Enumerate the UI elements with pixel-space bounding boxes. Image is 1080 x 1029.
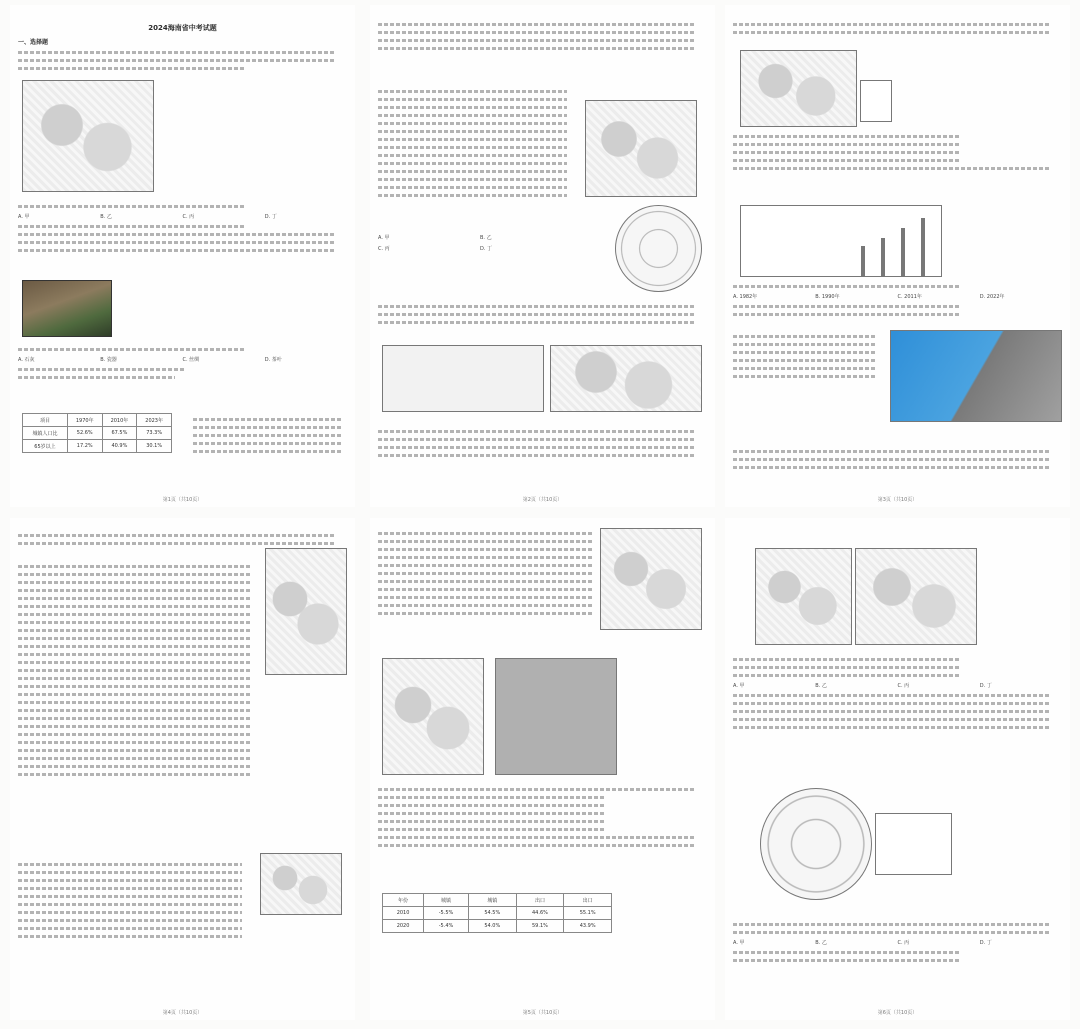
exam-title: 2024海南省中考试题 xyxy=(148,24,217,32)
text-line xyxy=(18,709,252,712)
japan-map-figure xyxy=(382,658,484,775)
text-line xyxy=(378,130,567,133)
answer-options xyxy=(733,293,1062,300)
page-footer: 第4页（共10页） xyxy=(162,1010,203,1016)
page-footer: 第1页（共10页） xyxy=(162,497,203,503)
text-line xyxy=(733,466,1050,469)
text-line xyxy=(733,143,960,146)
option: B. 乙 xyxy=(100,214,112,220)
delta-map-figure-left xyxy=(755,548,852,645)
text-line xyxy=(378,90,567,93)
text-line xyxy=(378,604,592,607)
text-line xyxy=(378,106,567,109)
option: A. 甲 xyxy=(18,214,30,220)
region-map-figure xyxy=(550,345,702,412)
text-line xyxy=(18,597,252,600)
chart-bar xyxy=(861,246,865,276)
option: B. 1990年 xyxy=(815,294,840,300)
text-line xyxy=(733,674,960,677)
text-line xyxy=(18,741,252,744)
option: D. 丁 xyxy=(979,940,992,946)
option: A. 甲 xyxy=(378,235,390,241)
text-line xyxy=(193,450,342,453)
contour-map-figure xyxy=(740,50,857,127)
text-line xyxy=(733,718,1050,721)
text-line xyxy=(18,621,252,624)
text-line xyxy=(378,170,567,173)
text-line xyxy=(378,31,695,34)
text-line xyxy=(18,717,252,720)
text-line xyxy=(733,702,1050,705)
option: C. 丙 xyxy=(378,246,390,252)
option: C. 丙 xyxy=(897,940,910,946)
text-line xyxy=(378,114,567,117)
answer-options xyxy=(18,213,347,220)
wooden-house-photo xyxy=(22,280,112,337)
answer-options xyxy=(18,356,347,363)
section-heading: 一、选择题 xyxy=(18,39,49,46)
population-growth-chart xyxy=(740,205,942,277)
text-line xyxy=(378,572,592,575)
text-line xyxy=(733,335,877,338)
energy-diagram-figure xyxy=(382,345,544,412)
option: D. 丁 xyxy=(979,683,992,689)
text-line xyxy=(18,669,252,672)
text-line xyxy=(18,645,252,648)
text-line xyxy=(18,871,242,874)
text-line xyxy=(733,359,877,362)
text-line xyxy=(378,454,695,457)
text-line xyxy=(378,532,592,535)
text-line xyxy=(733,658,960,661)
text-line xyxy=(733,31,1050,34)
text-line xyxy=(18,376,175,379)
exam-page-4 xyxy=(10,518,355,1020)
text-line xyxy=(733,305,960,308)
option: D. 丁 xyxy=(480,246,493,252)
text-line xyxy=(378,186,567,189)
text-line xyxy=(18,701,252,704)
text-line xyxy=(733,159,960,162)
answer-options xyxy=(733,682,1062,689)
text-line xyxy=(18,51,335,54)
text-line xyxy=(18,589,252,592)
exam-page-6 xyxy=(725,518,1070,1020)
text-line xyxy=(378,612,592,615)
text-line xyxy=(378,788,695,791)
text-line xyxy=(733,923,1050,926)
page-footer: 第2页（共10页） xyxy=(522,497,563,503)
delta-map-figure-right xyxy=(855,548,977,645)
text-line xyxy=(733,135,960,138)
option: A. 1982年 xyxy=(733,294,758,300)
text-line xyxy=(18,661,252,664)
option: A. 甲 xyxy=(733,940,745,946)
option: C. 丝绸 xyxy=(182,357,200,363)
text-line xyxy=(18,565,252,568)
text-line xyxy=(18,911,242,914)
text-line xyxy=(18,773,252,776)
option: D. 2022年 xyxy=(979,294,1005,300)
text-line xyxy=(733,23,1050,26)
text-line xyxy=(733,313,960,316)
text-line xyxy=(193,442,342,445)
text-line xyxy=(733,375,877,378)
text-line xyxy=(378,556,592,559)
option: B. 乙 xyxy=(815,683,827,689)
text-line xyxy=(18,919,242,922)
text-line xyxy=(18,903,242,906)
text-line xyxy=(18,887,242,890)
text-line xyxy=(378,796,605,799)
text-line xyxy=(193,426,342,429)
text-line xyxy=(378,162,567,165)
south-america-map-figure xyxy=(495,658,617,775)
river-map-figure xyxy=(600,528,702,630)
text-line xyxy=(18,225,245,228)
population-table: 项目 1970年 2010年 2023年 城镇人口比 52.6% 67.5% 73.3% 65岁以上 17.2% 40.9% 30.1% xyxy=(22,413,172,453)
text-line xyxy=(18,749,252,752)
text-line xyxy=(378,596,592,599)
text-line xyxy=(378,321,695,324)
exam-page-2 xyxy=(370,5,715,507)
answer-options xyxy=(733,939,1062,946)
text-line xyxy=(378,564,592,567)
text-line xyxy=(18,637,252,640)
text-line xyxy=(378,194,567,197)
text-line xyxy=(378,588,592,591)
text-line xyxy=(378,178,567,181)
text-line xyxy=(378,548,592,551)
text-line xyxy=(18,757,252,760)
text-line xyxy=(378,39,695,42)
text-line xyxy=(18,863,242,866)
text-line xyxy=(18,542,335,545)
text-line xyxy=(378,820,605,823)
answer-options xyxy=(378,234,582,241)
text-line xyxy=(733,666,960,669)
text-line xyxy=(378,540,592,543)
text-line xyxy=(733,167,1050,170)
option: D. 茶叶 xyxy=(264,357,282,363)
option: D. 丁 xyxy=(264,214,277,220)
option: C. 丙 xyxy=(182,214,195,220)
chart-bar xyxy=(881,238,885,276)
exam-page-1 xyxy=(10,5,355,507)
text-line xyxy=(18,205,245,208)
chart-bar xyxy=(901,228,905,276)
text-line xyxy=(733,959,960,962)
text-line xyxy=(18,534,335,537)
text-line xyxy=(378,154,567,157)
text-line xyxy=(18,895,242,898)
text-line xyxy=(378,313,695,316)
text-line xyxy=(18,733,252,736)
answer-options xyxy=(378,245,582,252)
polar-latitude-figure xyxy=(760,788,872,900)
text-line xyxy=(18,241,335,244)
text-line xyxy=(378,138,567,141)
text-line xyxy=(18,249,335,252)
text-line xyxy=(193,418,342,421)
world-region-map-figure xyxy=(890,330,1062,422)
text-line xyxy=(733,151,960,154)
text-line xyxy=(18,677,252,680)
bay-map-figure xyxy=(260,853,342,915)
text-line xyxy=(733,343,877,346)
text-line xyxy=(18,693,252,696)
option: C. 丙 xyxy=(897,683,910,689)
text-line xyxy=(378,804,605,807)
text-line xyxy=(378,438,695,441)
asia-map-figure xyxy=(22,80,154,192)
text-line xyxy=(378,146,567,149)
text-line xyxy=(733,458,1050,461)
option: B. 乙 xyxy=(815,940,827,946)
option: A. 甲 xyxy=(733,683,745,689)
exam-page-3 xyxy=(725,5,1070,507)
exam-page-5 xyxy=(370,518,715,1020)
chart-bar xyxy=(921,218,925,276)
text-line xyxy=(378,98,567,101)
text-line xyxy=(733,710,1050,713)
text-line xyxy=(18,935,242,938)
text-line xyxy=(378,305,695,308)
page-footer: 第3页（共10页） xyxy=(877,497,918,503)
map-legend xyxy=(860,80,892,122)
text-line xyxy=(18,67,245,70)
option: C. 2011年 xyxy=(897,294,922,300)
text-line xyxy=(18,233,335,236)
annotation-box xyxy=(875,813,952,875)
option: B. 乙 xyxy=(480,235,492,241)
text-line xyxy=(378,446,695,449)
text-line xyxy=(733,351,877,354)
trade-statistics-table: 年份 城镇 城镇 出口 出口 2010 -5.5% 54.5% 44.6% 55.1% 2020 -5.4% 54.0% 59.1% 43.9% xyxy=(382,893,612,933)
text-line xyxy=(18,573,252,576)
text-line xyxy=(18,927,242,930)
text-line xyxy=(378,580,592,583)
china-map-figure xyxy=(585,100,697,197)
polar-projection-figure xyxy=(615,205,702,292)
text-line xyxy=(18,765,252,768)
text-line xyxy=(18,685,252,688)
text-line xyxy=(378,836,695,839)
text-line xyxy=(378,812,605,815)
text-line xyxy=(378,430,695,433)
text-line xyxy=(733,367,877,370)
text-line xyxy=(18,613,252,616)
text-line xyxy=(18,629,252,632)
text-line xyxy=(733,285,960,288)
text-line xyxy=(18,725,252,728)
text-line xyxy=(378,23,695,26)
option: A. 石灰 xyxy=(18,357,35,363)
text-line xyxy=(18,368,185,371)
text-line xyxy=(18,59,335,62)
text-line xyxy=(18,653,252,656)
text-line xyxy=(378,47,695,50)
text-line xyxy=(378,122,567,125)
text-line xyxy=(18,348,245,351)
text-line xyxy=(378,844,695,847)
text-line xyxy=(733,951,960,954)
text-line xyxy=(18,605,252,608)
option: B. 瓷器 xyxy=(100,357,117,363)
text-line xyxy=(378,828,605,831)
text-line xyxy=(733,694,1050,697)
text-line xyxy=(18,581,252,584)
text-line xyxy=(733,450,1050,453)
text-line xyxy=(193,434,342,437)
coastal-map-figure xyxy=(265,548,347,675)
page-footer: 第6页（共10页） xyxy=(877,1010,918,1016)
page-footer: 第5页（共10页） xyxy=(522,1010,563,1016)
text-line xyxy=(733,726,1050,729)
text-line xyxy=(18,879,242,882)
text-line xyxy=(733,931,1050,934)
